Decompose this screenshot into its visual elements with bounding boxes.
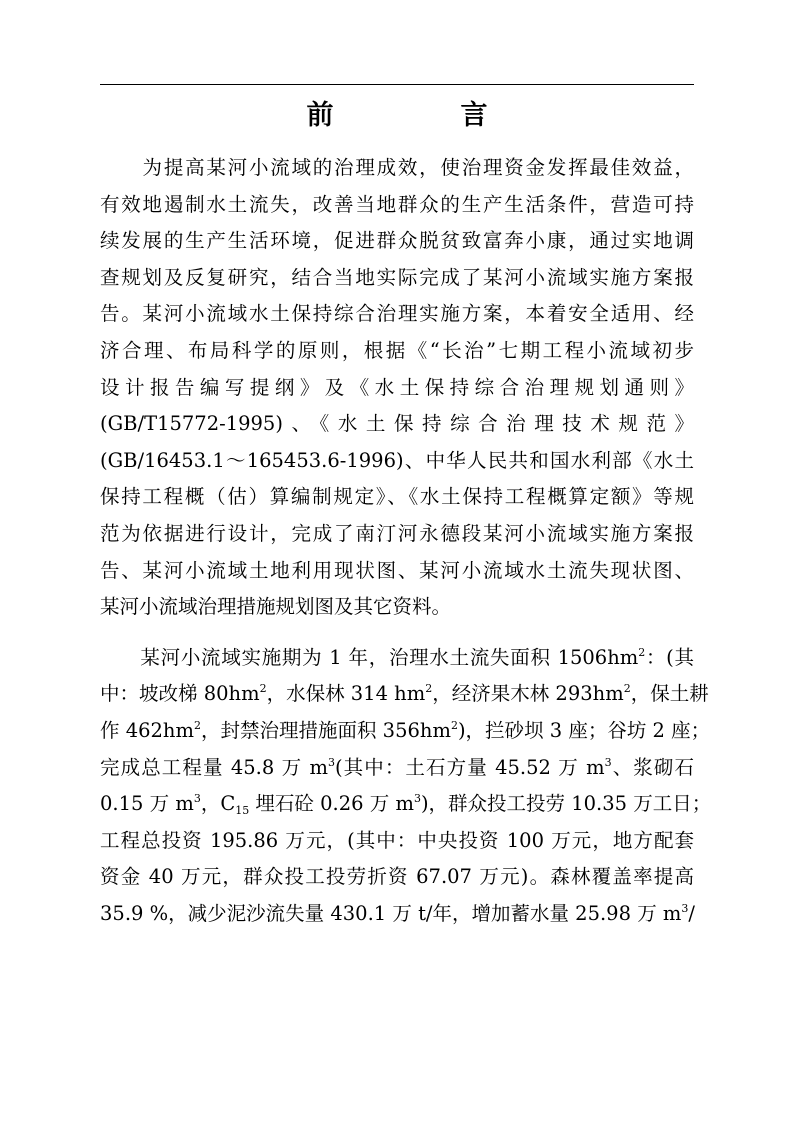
text-run: )，群众投工投劳 10.35 万工日； bbox=[420, 792, 712, 816]
text-line bbox=[100, 750, 694, 787]
text-line: 保持工程概（估）算编制规定》、《水土保持工程概算定额》等规 bbox=[100, 485, 694, 509]
text-line bbox=[100, 786, 712, 823]
text-run: 完成总工程量 45.8 万 m bbox=[100, 755, 328, 779]
text-run: 作 462hm bbox=[100, 718, 194, 742]
paragraph-1 bbox=[100, 150, 694, 626]
text-line: 为提高某河小流域的治理成效，使治理资金发挥最佳效益， bbox=[100, 156, 694, 179]
text-line bbox=[100, 676, 709, 713]
superscript-3: 3 bbox=[413, 792, 421, 806]
text-run: (其中：土石方量 45.52 万 m bbox=[334, 755, 605, 779]
text-run: ，经济果木林 293hm bbox=[432, 682, 624, 706]
superscript-3: 3 bbox=[604, 755, 612, 769]
superscript-2: 2 bbox=[259, 682, 267, 696]
text-line: 工程总投资 195.86 万元，(其中：中央投资 100 万元，地方配套 bbox=[100, 828, 694, 852]
superscript-2: 2 bbox=[450, 718, 458, 732]
text-run: 埋石砼 0.26 万 m bbox=[249, 792, 414, 816]
superscript-2: 2 bbox=[193, 718, 201, 732]
text-line: (GB/T15772-1995)、《水土保持综合治理技术规范》 bbox=[100, 412, 694, 436]
superscript-3: 3 bbox=[193, 792, 201, 806]
superscript-2: 2 bbox=[623, 682, 631, 696]
text-line: 设计报告编写提纲》及《水土保持综合治理规划通则》 bbox=[100, 375, 694, 399]
text-run: ，水保林 314 hm bbox=[266, 682, 426, 706]
text-line: 续发展的生产生活环境，促进群众脱贫致富奔小康，通过实地调 bbox=[100, 229, 694, 253]
text-run: 某河小流域实施期为 1 年，治理水土流失面积 1506hm bbox=[100, 645, 639, 669]
text-run: )，拦砂坝 3 座；谷坊 2 座； bbox=[457, 718, 711, 742]
superscript-3: 3 bbox=[327, 755, 335, 769]
text-line: 范为依据进行设计，完成了南汀河永德段某河小流域实施方案报 bbox=[100, 521, 694, 545]
document-body bbox=[100, 150, 712, 932]
text-run: 中：坡改梯 80hm bbox=[100, 682, 260, 706]
text-run: 、浆砌石 bbox=[611, 755, 694, 779]
text-run: ，保土耕 bbox=[630, 682, 709, 706]
text-run: ，C bbox=[200, 792, 236, 816]
paragraph-gap bbox=[100, 626, 694, 640]
text-line: (GB/16453.1～165453.6-1996)、中华人民共和国水利部《水土 bbox=[100, 448, 694, 472]
text-line: 济合理、布局科学的原则，根据《“长治”七期工程小流域初步 bbox=[100, 338, 694, 362]
paragraph-2 bbox=[100, 640, 712, 933]
text-line bbox=[100, 896, 694, 933]
text-line: 告、某河小流域土地利用现状图、某河小流域水土流失现状图、 bbox=[100, 558, 694, 582]
superscript-2: 2 bbox=[425, 682, 433, 696]
text-line: 告。某河小流域水土保持综合治理实施方案，本着安全适用、经 bbox=[100, 302, 694, 326]
header-rule bbox=[100, 84, 694, 85]
text-line: 某河小流域治理措施规划图及其它资料。 bbox=[100, 595, 452, 619]
text-run: ：(其 bbox=[645, 645, 694, 669]
superscript-3: 3 bbox=[681, 901, 689, 915]
text-line: 资金 40 万元，群众投工投劳折资 67.07 万元)。森林覆盖率提高 bbox=[100, 865, 694, 889]
text-run: 35.9 %，减少泥沙流失量 430.1 万 t/年，增加蓄水量 25.98 万 m bbox=[100, 901, 682, 925]
page-title: 前 言 bbox=[306, 100, 538, 131]
text-line bbox=[100, 713, 711, 750]
superscript-2: 2 bbox=[638, 645, 646, 659]
text-line bbox=[100, 640, 694, 677]
text-run: 0.15 万 m bbox=[100, 792, 194, 816]
text-line: 有效地遏制水土流失，改善当地群众的生产生活条件，营造可持 bbox=[100, 192, 694, 216]
text-line: 查规划及反复研究，结合当地实际完成了某河小流域实施方案报 bbox=[100, 265, 694, 289]
subscript-15: 15 bbox=[235, 804, 250, 818]
text-run: ，封禁治理措施面积 356hm bbox=[200, 718, 451, 742]
text-run: / bbox=[688, 901, 695, 925]
